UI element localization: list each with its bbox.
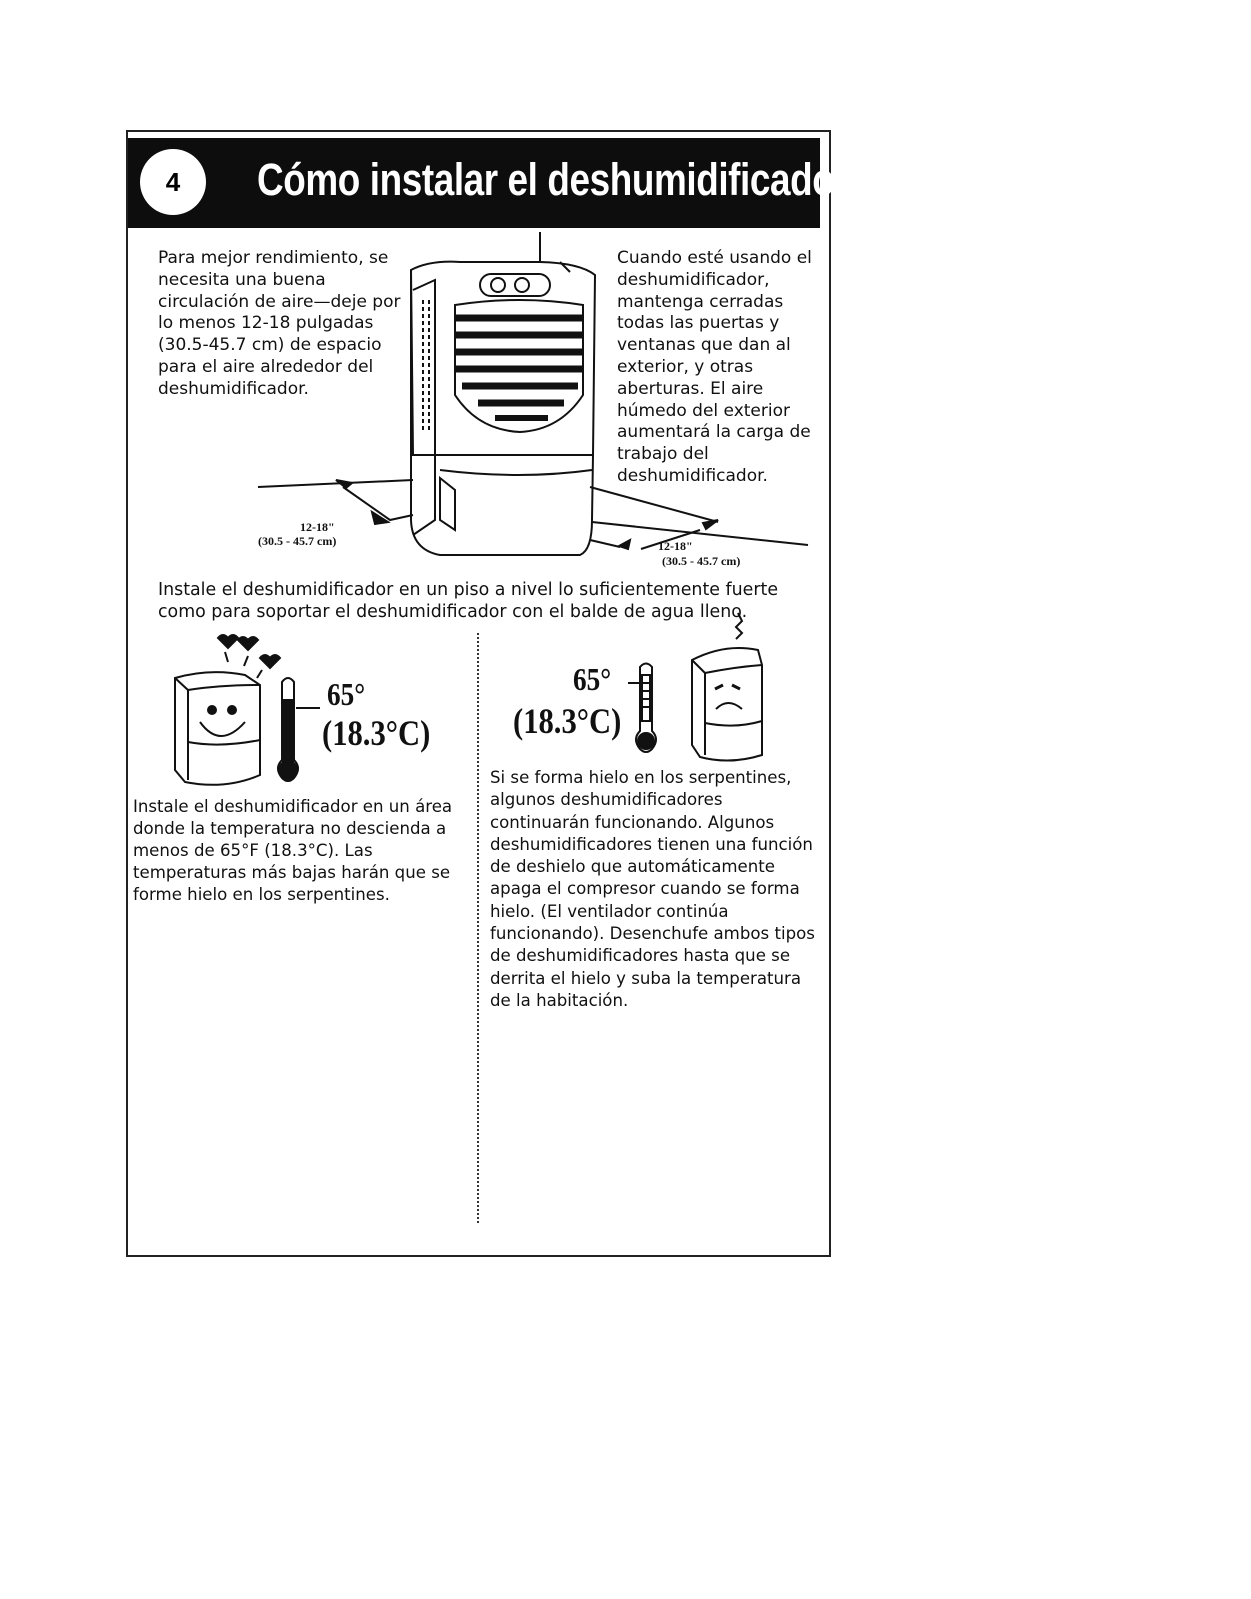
warm-area-instruction: Instale el deshumidificador en un área donde la temperatura no descienda a menos de 65°F (18.3°C). Las temperaturas más bajas harán que se forme hielo en los serpentines. (133, 797, 453, 904)
floor-instruction: Instale el deshumidificador en un piso a nivel lo suficientemente fuerte como para soportar el deshumidificador con el balde de agua lleno. (158, 580, 779, 622)
column-divider (477, 633, 479, 1223)
section-title: Cómo instalar el deshumidificador (257, 154, 849, 205)
airflow-instruction: Para mejor rendimiento, se necesita una buena circulación de aire—deje por lo menos 12-18 pulgadas (30.5-45.7 cm) de espacio para el aire alrededor del deshumidificador. (158, 248, 401, 399)
clearance-cm-left: (30.5 - 45.7 cm) (258, 534, 337, 548)
clearance-inches-right: 12-18" (658, 539, 693, 553)
temperature-celsius-left: (18.3°C) (322, 713, 431, 753)
dehumidifier-clearance-illustration (0, 0, 1251, 600)
temperature-celsius-right: (18.3°C) (513, 701, 622, 741)
clearance-cm-right: (30.5 - 45.7 cm) (662, 554, 741, 568)
step-number-badge: 4 (140, 149, 206, 215)
temperature-fahrenheit-left: 65° (327, 676, 366, 712)
clearance-inches-left: 12-18" (300, 520, 335, 534)
ice-instruction: Si se forma hielo en los serpentines, algunos deshumidificadores continuarán funcionando. Algunos deshumidificadores tienen una función de deshielo que automáticamente apaga el compresor cuando se forma hielo. (El ventilador continúa funcionando). Desenchufe ambos tipos de deshumidificadores hasta que se derrita el hielo y suba la temperatura de la habitación. (490, 768, 815, 1010)
doors-instruction: Cuando esté usando el deshumidificador, mantenga cerradas todas las puertas y ventanas que dan al exterior, y otras aberturas. El aire húmedo del exterior aumentará la carga de trabajo del deshumidificador. (617, 248, 812, 486)
temperature-fahrenheit-right: 65° (573, 661, 612, 697)
sad-dehumidifier-icon (610, 605, 810, 775)
